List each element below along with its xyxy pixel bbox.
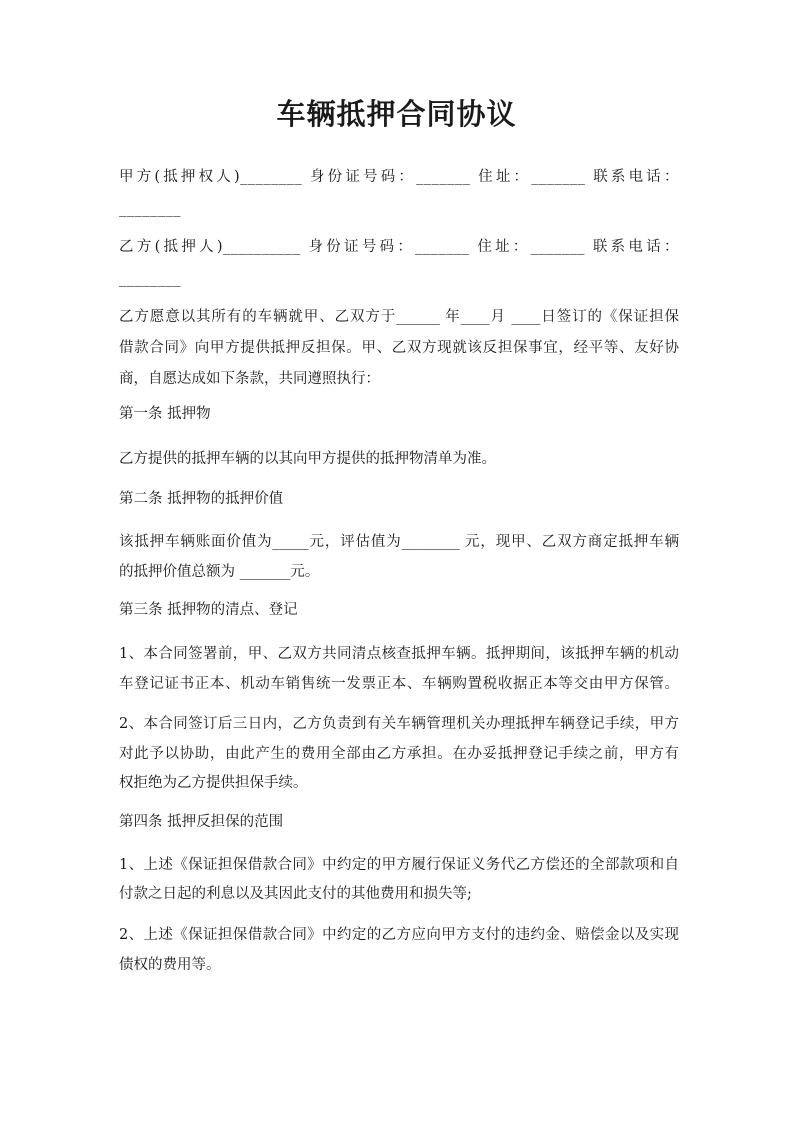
party-b-line2: ________ [119, 271, 181, 287]
party-b-line1: 乙方(抵押人)__________ 身份证号码：_______ 住址：_______ 联系电话： [119, 239, 679, 255]
article4-item1-line2: 付款之日起的利息以及其因此支付的其他费用和损失等; [119, 886, 472, 902]
article3-item2-line1: 2、本合同签订后三日内，乙方负责到有关车辆管理机关办理抵押车辆登记手续，甲方 [119, 716, 679, 732]
preamble-line2: 借款合同》向甲方提供抵押反担保。甲、乙双方现就该反担保事宜，经平等、友好协 [119, 340, 679, 356]
article2-text-line1: 该抵押车辆账面价值为_____元，评估值为________ 元，现甲、乙双方商定抵押车辆 [119, 534, 679, 550]
article3-item2-line2: 对此予以协助，由此产生的费用全部由乙方承担。在办妥抵押登记手续之前，甲方有 [119, 746, 679, 762]
party-a-line1: 甲方(抵押权人)________ 身份证号码：_______ 住址：_______ 联系电话： [119, 169, 679, 185]
article2-text-line2: 的抵押价值总额为 _______元。 [119, 564, 320, 580]
article4-item2-line1: 2、上述《保证担保借款合同》中约定的乙方应向甲方支付的违约金、赔偿金以及实现 [119, 927, 679, 943]
article3-item2-line3: 权拒绝为乙方提供担保手续。 [119, 775, 308, 791]
article4-item1-line1: 1、上述《保证担保借款合同》中约定的甲方履行保证义务代乙方偿还的全部款项和自 [119, 857, 679, 873]
article3-item1-line1: 1、本合同签署前，甲、乙双方共同清点核查抵押车辆。抵押期间，该抵押车辆的机动 [119, 646, 679, 662]
preamble-line1: 乙方愿意以其所有的车辆就甲、乙双方于______ 年____月 ____日签订的《保证担保 [119, 309, 679, 325]
party-a-line2: ________ [119, 201, 181, 217]
preamble-line3: 商，自愿达成如下条款，共同遵照执行： [119, 371, 380, 387]
document-title: 车辆抵押合同协议 [276, 97, 517, 131]
article3-item1-line2: 车登记证书正本、机动车销售统一发票正本、车辆购置税收据正本等交由甲方保管。 [119, 676, 679, 692]
article3-heading: 第三条 抵押物的清点、登记 [119, 602, 298, 618]
article1-heading: 第一条 抵押物 [119, 406, 211, 422]
article4-heading: 第四条 抵押反担保的范围 [119, 814, 284, 830]
article1-text: 乙方提供的抵押车辆的以其向甲方提供的抵押物清单为准。 [119, 451, 496, 467]
article4-item2-line2: 债权的费用等。 [119, 957, 221, 973]
article2-heading: 第二条 抵押物的抵押价值 [119, 491, 284, 507]
